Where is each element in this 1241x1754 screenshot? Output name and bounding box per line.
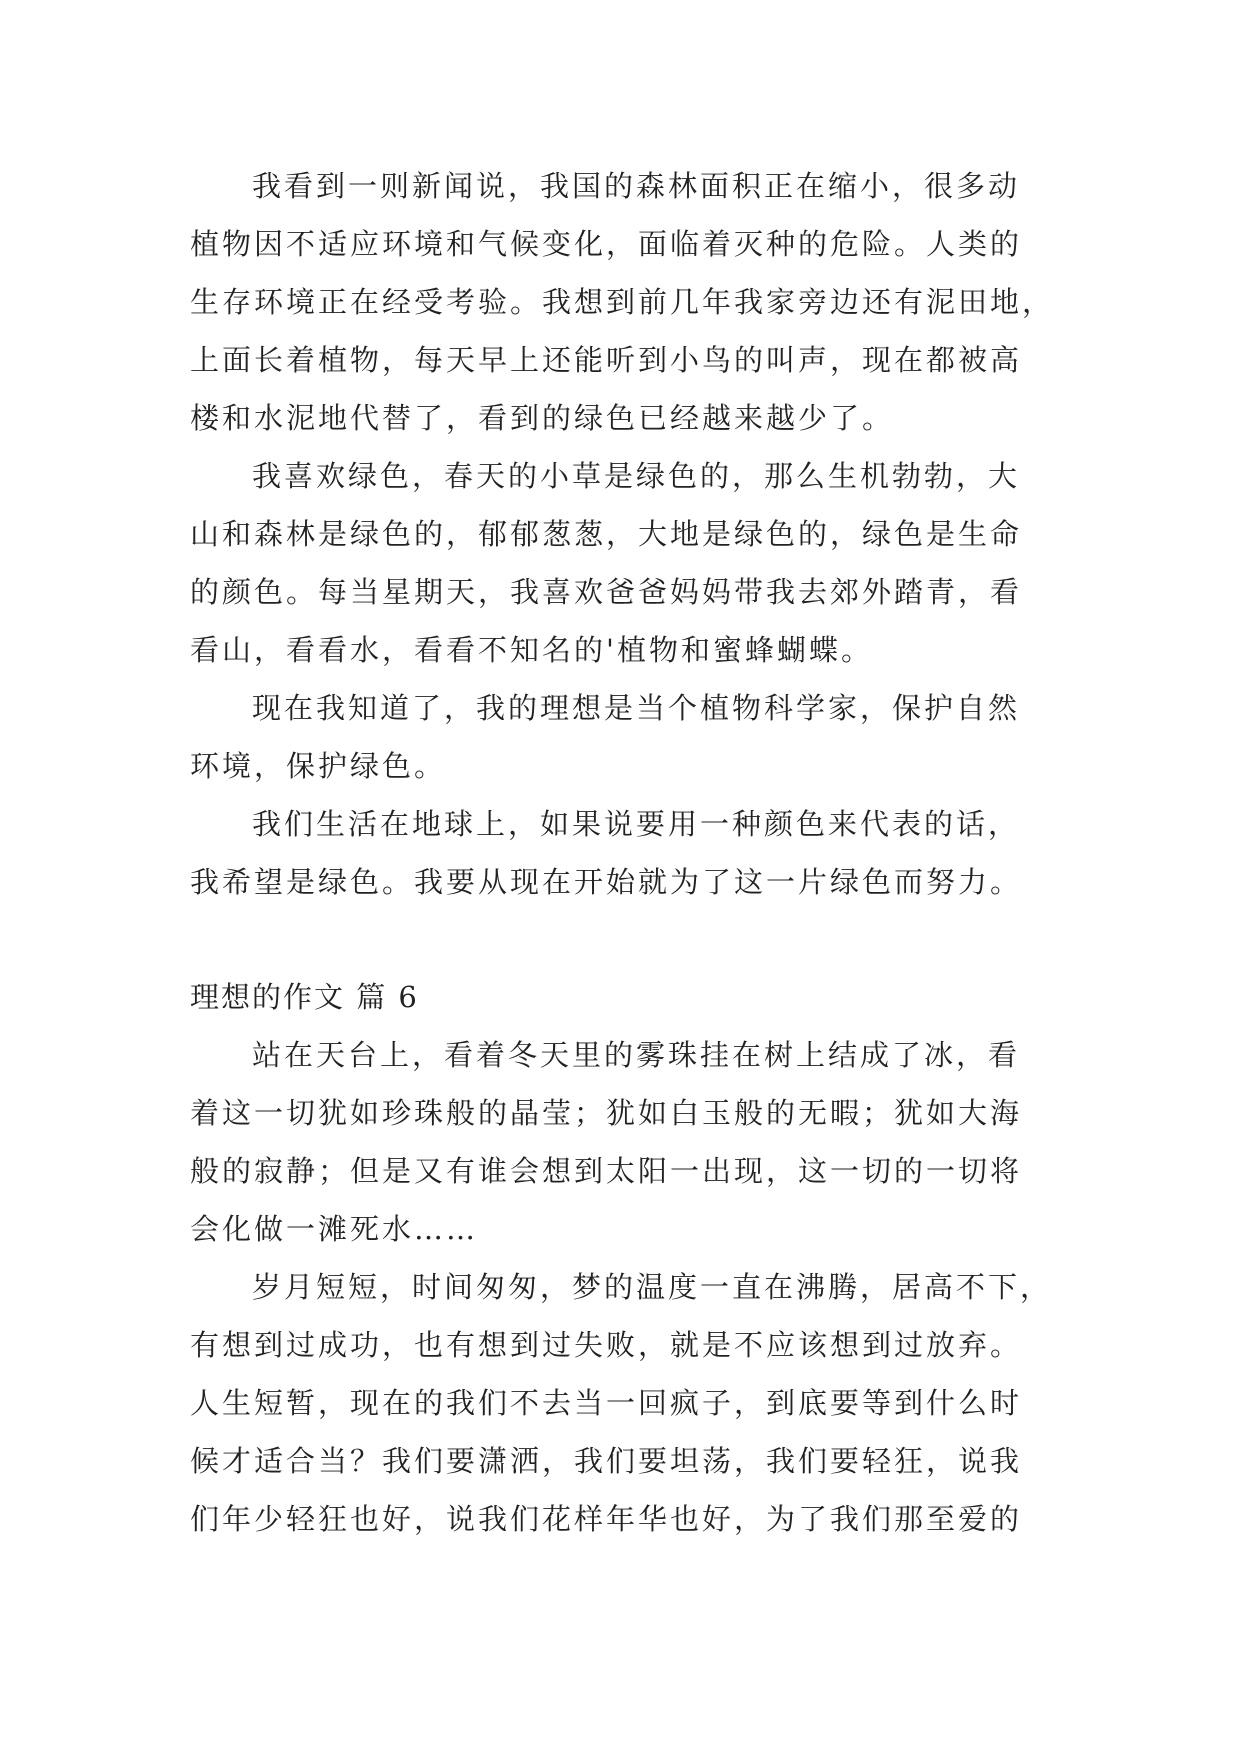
paragraph-1-line-3: 生存环境正在经受考验。我想到前几年我家旁边还有泥田地， (190, 285, 1055, 319)
section-paragraph-1-line-2: 着这一切犹如珍珠般的晶莹；犹如白玉般的无暇；犹如大海 (190, 1096, 1023, 1130)
paragraph-2-line-3: 的颜色。每当星期天，我喜欢爸爸妈妈带我去郊外踏青，看 (190, 575, 1023, 609)
paragraph-3-line-1: 现在我知道了，我的理想是当个植物科学家，保护自然 (252, 691, 1021, 725)
section-paragraph-2-line-4: 候才适合当？我们要潇洒，我们要坦荡，我们要轻狂，说我 (190, 1444, 1023, 1478)
paragraph-1-line-5: 楼和水泥地代替了，看到的绿色已经越来越少了。 (190, 401, 895, 435)
section-paragraph-2-line-5: 们年少轻狂也好，说我们花样年华也好，为了我们那至爱的 (190, 1502, 1023, 1536)
section-paragraph-1-line-4: 会化做一滩死水…… (190, 1212, 479, 1246)
section-paragraph-2-line-3: 人生短暂，现在的我们不去当一回疯子，到底要等到什么时 (190, 1386, 1023, 1420)
paragraph-3-line-2: 环境，保护绿色。 (190, 749, 447, 783)
section-paragraph-1-line-3: 般的寂静；但是又有谁会想到太阳一出现，这一切的一切将 (190, 1154, 1023, 1188)
section-paragraph-2-line-2: 有想到过成功，也有想到过失败，就是不应该想到过放弃。 (190, 1328, 1023, 1362)
paragraph-4-line-1: 我们生活在地球上，如果说要用一种颜色来代表的话， (252, 807, 1021, 841)
paragraph-1-line-2: 植物因不适应环境和气候变化，面临着灭种的危险。人类的 (190, 227, 1023, 261)
paragraph-2-line-1: 我喜欢绿色，春天的小草是绿色的，那么生机勃勃，大 (252, 459, 1021, 493)
paragraph-2-line-2: 山和森林是绿色的，郁郁葱葱，大地是绿色的，绿色是生命 (190, 517, 1023, 551)
section-paragraph-2-line-1: 岁月短短，时间匆匆，梦的温度一直在沸腾，居高不下， (252, 1270, 1053, 1304)
paragraph-1-line-1: 我看到一则新闻说，我国的森林面积正在缩小，很多动 (252, 169, 1021, 203)
paragraph-1-line-4: 上面长着植物，每天早上还能听到小鸟的叫声，现在都被高 (190, 343, 1023, 377)
section-paragraph-1-line-1: 站在天台上，看着冬天里的雾珠挂在树上结成了冰，看 (252, 1038, 1021, 1072)
paragraph-2-line-4: 看山，看看水，看看不知名的'植物和蜜蜂蝴蝶。 (190, 633, 873, 667)
section-heading: 理想的作文 篇 6 (190, 980, 419, 1014)
paragraph-4-line-2: 我希望是绿色。我要从现在开始就为了这一片绿色而努力。 (190, 865, 1023, 899)
